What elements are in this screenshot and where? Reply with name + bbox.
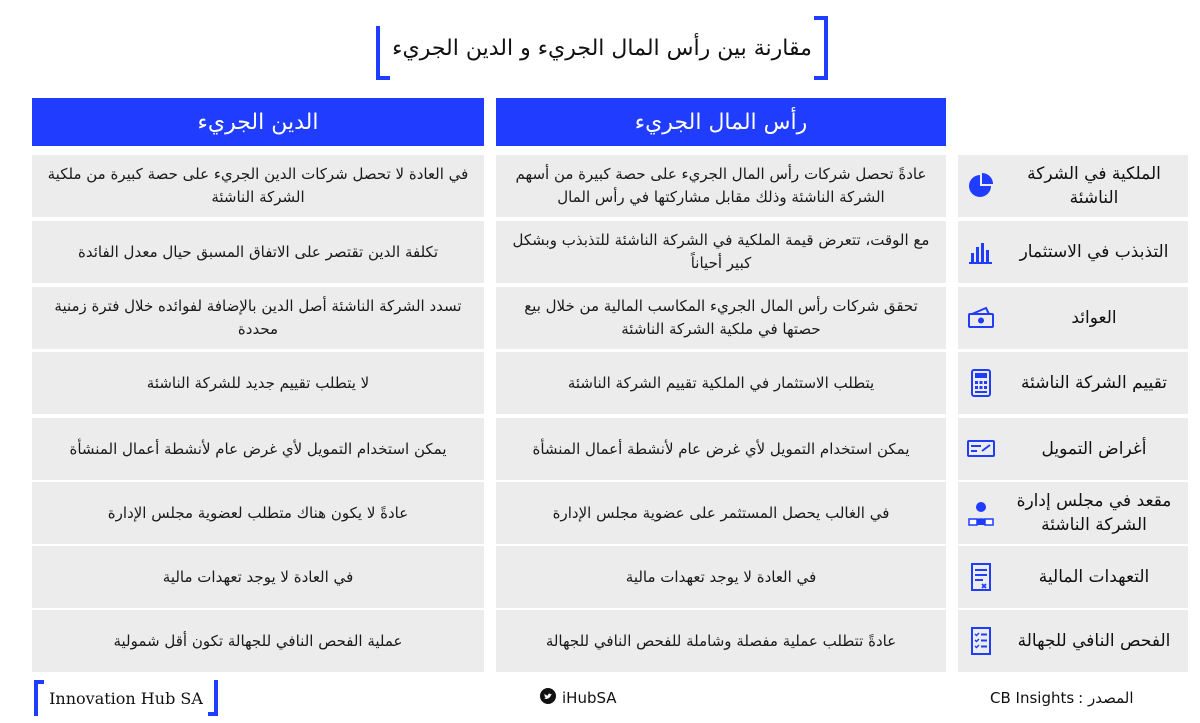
table-cell-vd: تسدد الشركة الناشئة أصل الدين بالإضافة لفوائده خلال فترة زمنية محددة bbox=[32, 287, 484, 349]
table-cell-vc: في العادة لا يوجد تعهدات مالية bbox=[496, 546, 946, 608]
table-cell-vc: عادةً تحصل شركات رأس المال الجريء على حصة كبيرة من أسهم الشركة الناشئة وذلك مقابل مشاركتها في رأس المال bbox=[496, 155, 946, 217]
table-cell-vc: مع الوقت، تتعرض قيمة الملكية في الشركة الناشئة للتذبذب وبشكل كبير أحياناً bbox=[496, 221, 946, 283]
row-label-returns bbox=[958, 287, 1188, 349]
row-label-board-seat bbox=[958, 482, 1188, 544]
calculator-icon bbox=[958, 352, 1004, 414]
table-cell-vd: في العادة لا يوجد تعهدات مالية bbox=[32, 546, 484, 608]
twitter-handle-text: iHubSA bbox=[562, 689, 617, 707]
source-name: CB Insights bbox=[990, 689, 1075, 707]
table-cell-vc: يمكن استخدام التمويل لأي غرض عام لأنشطة أعمال المنشأة bbox=[496, 418, 946, 480]
twitter-icon bbox=[540, 688, 556, 708]
board-member-icon bbox=[958, 482, 1004, 544]
table-cell-vc: في الغالب يحصل المستثمر على عضوية مجلس الإدارة bbox=[496, 482, 946, 544]
row-label-text: أغراض التمويل bbox=[1041, 439, 1147, 459]
row-label-text: الفحص النافي للجهالة bbox=[1017, 631, 1171, 651]
table-cell-vd: عملية الفحص النافي للجهالة تكون أقل شمولية bbox=[32, 610, 484, 672]
row-label-text: مقعد في مجلس إدارة الشركة الناشئة bbox=[1016, 491, 1172, 535]
checklist-icon bbox=[958, 610, 1004, 672]
row-label-ownership bbox=[958, 155, 1188, 217]
row-label-text: الملكية في الشركة الناشئة bbox=[1027, 164, 1161, 208]
source-credit bbox=[990, 686, 1166, 710]
brand-box bbox=[34, 680, 218, 716]
pie-chart-icon bbox=[958, 155, 1004, 217]
row-label-financial-covenants bbox=[958, 546, 1188, 608]
row-label-text: العوائد bbox=[1071, 308, 1117, 328]
row-label-text: التذبذب في الاستثمار bbox=[1019, 242, 1169, 262]
table-cell-vd: لا يتطلب تقييم جديد للشركة الناشئة bbox=[32, 352, 484, 414]
money-bill-icon bbox=[958, 287, 1004, 349]
page-title: مقارنة بين رأس المال الجريء و الدين الجريء bbox=[392, 35, 812, 61]
row-label-volatility bbox=[958, 221, 1188, 283]
row-label-due-diligence bbox=[958, 610, 1188, 672]
bar-chart-icon bbox=[958, 221, 1004, 283]
row-label-text: تقييم الشركة الناشئة bbox=[1020, 373, 1168, 393]
cheque-icon bbox=[958, 418, 1004, 480]
table-cell-vd: تكلفة الدين تقتصر على الاتفاق المسبق حيال معدل الفائدة bbox=[32, 221, 484, 283]
source-label: المصدر : bbox=[1078, 689, 1134, 707]
table-cell-vc: تحقق شركات رأس المال الجريء المكاسب المالية من خلال بيع حصتها في ملكية الشركة الناشئة bbox=[496, 287, 946, 349]
brand-name: Innovation Hub SA bbox=[49, 688, 203, 708]
column-header-venture-debt: الدين الجريء bbox=[32, 98, 484, 146]
row-label-valuation bbox=[958, 352, 1188, 414]
document-icon bbox=[958, 546, 1004, 608]
table-cell-vd: يمكن استخدام التمويل لأي غرض عام لأنشطة أعمال المنشأة bbox=[32, 418, 484, 480]
twitter-handle[interactable] bbox=[540, 686, 617, 710]
table-cell-vc: يتطلب الاستثمار في الملكية تقييم الشركة الناشئة bbox=[496, 352, 946, 414]
table-cell-vc: عادةً تتطلب عملية مفصلة وشاملة للفحص النافي للجهالة bbox=[496, 610, 946, 672]
title-box bbox=[376, 16, 828, 80]
table-cell-vd: عادةً لا يكون هناك متطلب لعضوية مجلس الإدارة bbox=[32, 482, 484, 544]
column-header-venture-capital: رأس المال الجريء bbox=[496, 98, 946, 146]
table-cell-vd: في العادة لا تحصل شركات الدين الجريء على حصة كبيرة من ملكية الشركة الناشئة bbox=[32, 155, 484, 217]
row-label-text: التعهدات المالية bbox=[1038, 567, 1150, 587]
row-label-funding-purposes bbox=[958, 418, 1188, 480]
